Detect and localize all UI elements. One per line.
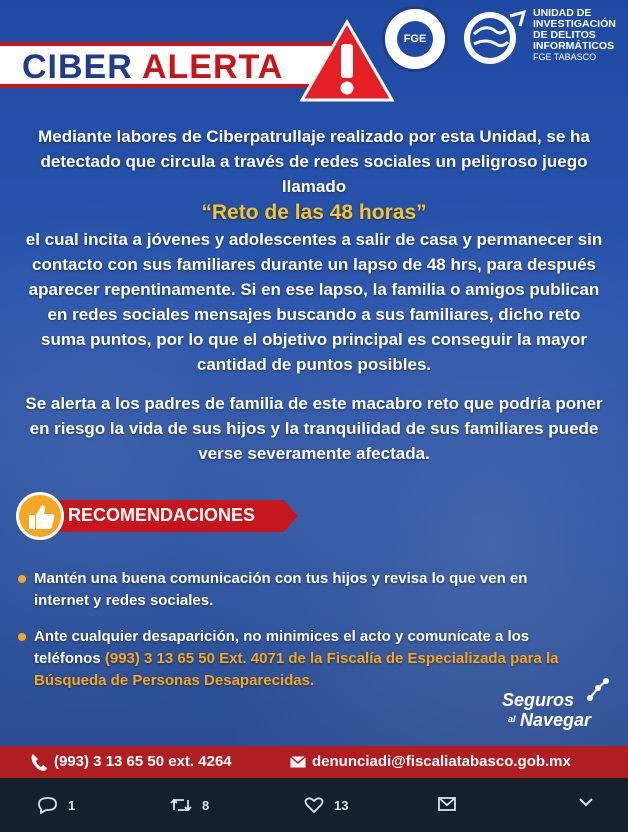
logo-word: Seguros — [502, 690, 575, 710]
banner-title — [22, 48, 283, 87]
envelope-icon — [438, 796, 456, 812]
phone-number: (993) 3 13 65 50 ext. 4264 — [54, 752, 232, 770]
seal-label: FGE — [397, 21, 433, 57]
reply-button[interactable] — [38, 796, 75, 814]
unit-line: INFORMÁTICOS — [533, 40, 615, 52]
like-button[interactable] — [304, 796, 348, 814]
network-icon — [584, 676, 612, 704]
phone-icon — [30, 752, 48, 772]
email-address: denunciadi@fiscaliatabasco.gob.mx — [312, 753, 571, 770]
fge-seal-logo — [382, 6, 448, 72]
unit-line: UNIDAD DE — [533, 7, 592, 19]
unit-line: INVESTIGACIÓN — [533, 18, 616, 30]
banner-word-ciber: CIBER — [22, 48, 133, 86]
warning-triangle-icon — [298, 18, 396, 104]
contact-phone — [30, 752, 232, 772]
alert-body — [24, 124, 604, 466]
logo-word: al — [508, 714, 516, 724]
tweet-action-bar — [0, 778, 628, 832]
logo-word: Navegar — [520, 710, 592, 730]
unit-subtitle: FGE TABASCO — [533, 52, 597, 62]
seguros-al-navegar-logo — [500, 676, 616, 736]
list-item — [18, 626, 578, 692]
bullet-dot — [18, 575, 26, 583]
description-paragraph: el cual incita a jóvenes y adolescentes a salir de casa y permanecer sin contacto con sus familiares durante un lapso de 48 hrs, para después aparecer repentinamente. Si en ese lapso, la familia o amigos publican en redes sociales mensajes buscando a sus familiares, dicho reto suma puntos, por lo que el objetivo principal es conseguir la mayor cantidad de puntos posibles. — [25, 230, 603, 374]
game-name: “Reto de las 48 horas” — [201, 201, 427, 224]
heart-icon — [304, 796, 324, 814]
mail-icon — [290, 756, 306, 768]
intro-paragraph: Mediante labores de Ciberpatrullaje realizado por esta Unidad, se ha detectado que circula a través de redes sociales un peligroso juego llamado — [38, 127, 590, 196]
recommendation-contact: (993) 3 13 65 50 Ext. 4071 de la Fiscalía de Especializada para la Búsqueda de Personas Desaparecidas. — [34, 650, 559, 689]
thumbs-up-icon — [16, 492, 64, 540]
reply-icon — [38, 796, 58, 814]
unit-name — [533, 8, 616, 63]
retweet-button[interactable] — [170, 796, 209, 814]
ciber-alerta-banner — [0, 42, 335, 88]
reply-count: 1 — [68, 797, 76, 813]
unit-line: DE DELITOS — [533, 29, 596, 41]
like-count: 13 — [334, 797, 349, 813]
chevron-down-icon — [578, 796, 594, 808]
recommendations-list — [18, 568, 578, 706]
banner-word-alerta: ALERTA — [141, 48, 284, 86]
retweet-count: 8 — [202, 797, 210, 813]
alert-paragraph: Se alerta a los padres de familia de este macabro reto que podría poner en riesgo la vida de sus hijos y la tranquilidad de sus familiares puede verse severamente afectada. — [25, 394, 603, 463]
list-item — [18, 568, 578, 612]
retweet-icon — [170, 796, 192, 814]
contact-bar — [0, 746, 628, 778]
direct-message-button[interactable] — [438, 796, 456, 812]
recommendation-text: Ante cualquier desaparición, no minimices el acto y comunícate a los teléfonos — [34, 628, 530, 667]
more-options-button[interactable] — [578, 796, 594, 808]
recommendations-header — [16, 492, 286, 540]
recommendations-title: RECOMENDACIONES — [68, 505, 256, 525]
recommendation-text: Mantén una buena comunicación con tus hijos y revisa lo que ven en internet y redes sociales. — [34, 570, 528, 609]
globe-logo-icon — [460, 8, 530, 66]
bullet-dot — [18, 633, 26, 641]
contact-email — [290, 753, 571, 770]
